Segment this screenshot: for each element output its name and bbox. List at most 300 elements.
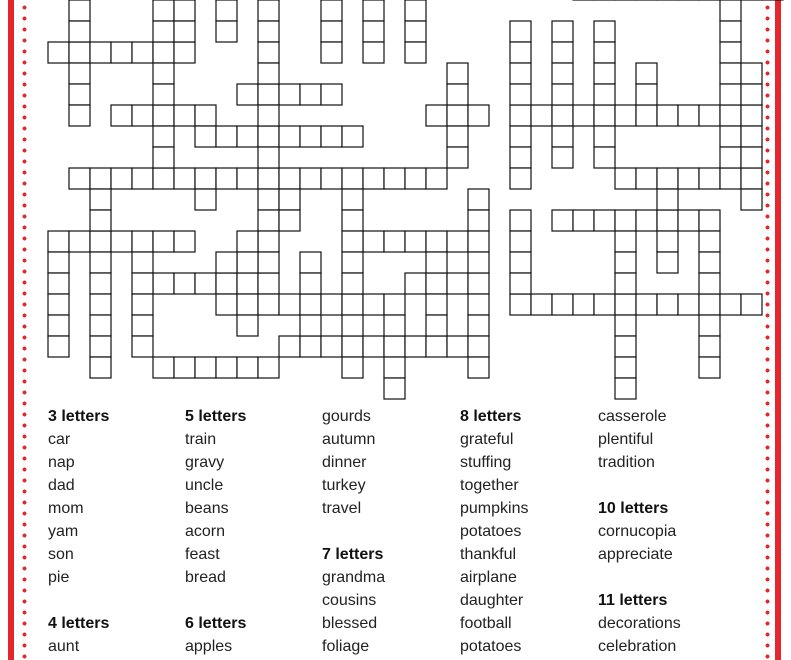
crossword-cell[interactable] — [195, 105, 216, 126]
crossword-cell[interactable] — [90, 294, 111, 315]
crossword-cell[interactable] — [720, 147, 741, 168]
crossword-cell[interactable] — [552, 21, 573, 42]
crossword-cell[interactable] — [699, 357, 720, 378]
crossword-cell[interactable] — [237, 315, 258, 336]
crossword-cell[interactable] — [279, 168, 300, 189]
crossword-cell[interactable] — [447, 147, 468, 168]
crossword-cell[interactable] — [552, 42, 573, 63]
crossword-cell[interactable] — [594, 210, 615, 231]
crossword-cell[interactable] — [279, 210, 300, 231]
crossword-cell[interactable] — [90, 189, 111, 210]
crossword-cell[interactable] — [741, 84, 762, 105]
crossword-cell[interactable] — [342, 315, 363, 336]
crossword-cell[interactable] — [90, 168, 111, 189]
crossword-cell[interactable] — [174, 21, 195, 42]
crossword-cell[interactable] — [510, 42, 531, 63]
crossword-cell[interactable] — [258, 294, 279, 315]
crossword-cell[interactable] — [552, 126, 573, 147]
crossword-cell[interactable] — [174, 273, 195, 294]
crossword-cell[interactable] — [321, 126, 342, 147]
crossword-cell[interactable] — [699, 273, 720, 294]
word-item: apples — [185, 638, 233, 655]
crossword-cell[interactable] — [153, 231, 174, 252]
crossword-cell[interactable] — [237, 273, 258, 294]
crossword-cell[interactable] — [132, 294, 153, 315]
crossword-cell[interactable] — [552, 147, 573, 168]
crossword-cell[interactable] — [405, 231, 426, 252]
crossword-cell[interactable] — [279, 126, 300, 147]
crossword-cell[interactable] — [342, 336, 363, 357]
crossword-cell[interactable] — [174, 357, 195, 378]
crossword-cell[interactable] — [447, 273, 468, 294]
crossword-cell[interactable] — [594, 294, 615, 315]
crossword-cell[interactable] — [216, 357, 237, 378]
crossword-cell[interactable] — [300, 315, 321, 336]
crossword-cell[interactable] — [69, 168, 90, 189]
crossword-cell[interactable] — [720, 126, 741, 147]
crossword-cell[interactable] — [258, 0, 279, 21]
crossword-cell[interactable] — [426, 273, 447, 294]
crossword-cell[interactable] — [153, 126, 174, 147]
crossword-cell[interactable] — [237, 252, 258, 273]
crossword-cell[interactable] — [720, 294, 741, 315]
crossword-cell[interactable] — [426, 105, 447, 126]
crossword-cell[interactable] — [69, 0, 90, 21]
crossword-cell[interactable] — [741, 63, 762, 84]
crossword-cell[interactable] — [48, 231, 69, 252]
crossword-cell[interactable] — [594, 126, 615, 147]
crossword-cell[interactable] — [48, 252, 69, 273]
word-item: feast — [185, 546, 220, 563]
crossword-cell[interactable] — [132, 105, 153, 126]
crossword-cell[interactable] — [657, 105, 678, 126]
crossword-cell[interactable] — [258, 168, 279, 189]
crossword-cell[interactable] — [468, 231, 489, 252]
word-item: yam — [48, 523, 79, 540]
crossword-cell[interactable] — [153, 84, 174, 105]
crossword-cell[interactable] — [447, 63, 468, 84]
word-column-4 — [460, 405, 528, 658]
crossword-cell[interactable] — [552, 84, 573, 105]
word-item: mom — [48, 500, 84, 517]
crossword-cell[interactable] — [594, 84, 615, 105]
crossword-cell[interactable] — [699, 105, 720, 126]
word-column-5 — [598, 405, 681, 658]
crossword-cell[interactable] — [468, 273, 489, 294]
word-item: football — [460, 615, 512, 632]
crossword-cell[interactable] — [90, 252, 111, 273]
crossword-cell[interactable] — [258, 210, 279, 231]
crossword-cell[interactable] — [216, 252, 237, 273]
crossword-cell[interactable] — [342, 252, 363, 273]
crossword-cell[interactable] — [237, 294, 258, 315]
crossword-cell[interactable] — [363, 231, 384, 252]
crossword-cell[interactable] — [405, 21, 426, 42]
crossword-cell[interactable] — [237, 168, 258, 189]
crossword-cell[interactable] — [636, 210, 657, 231]
crossword-cell[interactable] — [699, 210, 720, 231]
crossword-cell[interactable] — [342, 294, 363, 315]
crossword-cell[interactable] — [510, 84, 531, 105]
crossword-cell[interactable] — [69, 63, 90, 84]
crossword-cell[interactable] — [342, 357, 363, 378]
crossword-cell[interactable] — [69, 231, 90, 252]
crossword-cell[interactable] — [699, 336, 720, 357]
crossword-cell[interactable] — [237, 126, 258, 147]
crossword-cell[interactable] — [657, 231, 678, 252]
crossword-cell[interactable] — [615, 273, 636, 294]
crossword-cell[interactable] — [573, 105, 594, 126]
crossword-cell[interactable] — [615, 168, 636, 189]
crossword-cell[interactable] — [111, 105, 132, 126]
word-item: dinner — [322, 454, 367, 471]
letter-count-heading: 5 letters — [185, 408, 247, 425]
crossword-cell[interactable] — [111, 168, 132, 189]
crossword-cell[interactable] — [405, 168, 426, 189]
crossword-cell[interactable] — [90, 42, 111, 63]
crossword-cell[interactable] — [48, 336, 69, 357]
crossword-cell[interactable] — [321, 294, 342, 315]
crossword-cell[interactable] — [321, 84, 342, 105]
crossword-cell[interactable] — [426, 315, 447, 336]
crossword-cell[interactable] — [573, 210, 594, 231]
crossword-cell[interactable] — [258, 21, 279, 42]
letter-count-heading: 3 letters — [48, 408, 110, 425]
crossword-cell[interactable] — [615, 294, 636, 315]
group-gap — [48, 589, 109, 612]
crossword-cell[interactable] — [342, 189, 363, 210]
crossword-cell[interactable] — [510, 105, 531, 126]
crossword-cell[interactable] — [258, 189, 279, 210]
crossword-cell[interactable] — [69, 21, 90, 42]
crossword-cell[interactable] — [216, 126, 237, 147]
word-item: together — [460, 477, 519, 494]
crossword-cell[interactable] — [510, 294, 531, 315]
group-gap — [598, 474, 681, 497]
crossword-cell[interactable] — [279, 189, 300, 210]
crossword-cell[interactable] — [510, 231, 531, 252]
crossword-cell[interactable] — [363, 336, 384, 357]
crossword-cell[interactable] — [636, 63, 657, 84]
crossword-cell[interactable] — [594, 21, 615, 42]
crossword-cell[interactable] — [699, 231, 720, 252]
crossword-cell[interactable] — [615, 336, 636, 357]
crossword-cell[interactable] — [615, 357, 636, 378]
crossword-cell[interactable] — [216, 168, 237, 189]
crossword-cell[interactable] — [447, 84, 468, 105]
crossword-cell[interactable] — [111, 42, 132, 63]
crossword-cell[interactable] — [342, 126, 363, 147]
word-item: potatoes — [460, 523, 522, 540]
crossword-cell[interactable] — [384, 336, 405, 357]
crossword-cell[interactable] — [216, 294, 237, 315]
crossword-cell[interactable] — [153, 168, 174, 189]
crossword-cell[interactable] — [258, 273, 279, 294]
letter-count-heading: 8 letters — [460, 408, 522, 425]
crossword-cell[interactable] — [468, 336, 489, 357]
crossword-cell[interactable] — [615, 105, 636, 126]
crossword-cell[interactable] — [636, 84, 657, 105]
crossword-cell[interactable] — [720, 21, 741, 42]
crossword-cell[interactable] — [678, 294, 699, 315]
crossword-cell[interactable] — [132, 42, 153, 63]
crossword-cell[interactable] — [447, 336, 468, 357]
word-item: aunt — [48, 638, 80, 655]
crossword-cell[interactable] — [510, 63, 531, 84]
crossword-cell[interactable] — [258, 231, 279, 252]
letter-count-heading: 4 letters — [48, 615, 110, 632]
word-item: tradition — [598, 454, 655, 471]
crossword-cell[interactable] — [657, 294, 678, 315]
crossword-cell[interactable] — [657, 168, 678, 189]
crossword-cell[interactable] — [363, 42, 384, 63]
crossword-cell[interactable] — [258, 357, 279, 378]
crossword-cell[interactable] — [69, 105, 90, 126]
crossword-cell[interactable] — [258, 63, 279, 84]
crossword-cell[interactable] — [237, 357, 258, 378]
crossword-cell[interactable] — [258, 126, 279, 147]
crossword-cell[interactable] — [531, 294, 552, 315]
crossword-cell[interactable] — [342, 168, 363, 189]
crossword-cell[interactable] — [279, 336, 300, 357]
crossword-cell[interactable] — [741, 126, 762, 147]
crossword-cell[interactable] — [636, 168, 657, 189]
crossword-cell[interactable] — [447, 105, 468, 126]
crossword-cell[interactable] — [174, 42, 195, 63]
crossword-cell[interactable] — [636, 294, 657, 315]
crossword-cell[interactable] — [153, 42, 174, 63]
crossword-cell[interactable] — [363, 0, 384, 21]
crossword-cell[interactable] — [741, 168, 762, 189]
crossword-cell[interactable] — [594, 63, 615, 84]
crossword-cell[interactable] — [615, 378, 636, 399]
word-item: stuffing — [460, 454, 512, 471]
crossword-cell[interactable] — [300, 252, 321, 273]
crossword-cell[interactable] — [426, 252, 447, 273]
crossword-cell[interactable] — [132, 231, 153, 252]
crossword-cell[interactable] — [258, 105, 279, 126]
crossword-cell[interactable] — [132, 273, 153, 294]
crossword-cell[interactable] — [195, 168, 216, 189]
crossword-cell[interactable] — [153, 357, 174, 378]
crossword-cell[interactable] — [699, 252, 720, 273]
crossword-cell[interactable] — [552, 294, 573, 315]
crossword-cell[interactable] — [132, 336, 153, 357]
crossword-cell[interactable] — [552, 63, 573, 84]
crossword-cell[interactable] — [300, 168, 321, 189]
crossword-cell[interactable] — [468, 294, 489, 315]
crossword-cell[interactable] — [342, 231, 363, 252]
crossword-cell[interactable] — [216, 21, 237, 42]
crossword-cell[interactable] — [615, 231, 636, 252]
crossword-cell[interactable] — [468, 252, 489, 273]
crossword-cell[interactable] — [384, 378, 405, 399]
crossword-cell[interactable] — [510, 168, 531, 189]
crossword-cell[interactable] — [174, 105, 195, 126]
crossword-cell[interactable] — [258, 42, 279, 63]
crossword-cell[interactable] — [132, 252, 153, 273]
crossword-cell[interactable] — [321, 42, 342, 63]
crossword-cell[interactable] — [279, 84, 300, 105]
crossword-cell[interactable] — [531, 105, 552, 126]
crossword-cell[interactable] — [426, 231, 447, 252]
crossword-cell[interactable] — [426, 294, 447, 315]
word-item: nap — [48, 454, 75, 471]
crossword-cell[interactable] — [90, 273, 111, 294]
crossword-cell[interactable] — [195, 126, 216, 147]
crossword-cell[interactable] — [153, 273, 174, 294]
crossword-cell[interactable] — [216, 0, 237, 21]
crossword-cell[interactable] — [48, 273, 69, 294]
crossword-cell[interactable] — [300, 126, 321, 147]
crossword-cell[interactable] — [615, 210, 636, 231]
crossword-cell[interactable] — [447, 126, 468, 147]
crossword-cell[interactable] — [384, 294, 405, 315]
crossword-cell[interactable] — [237, 231, 258, 252]
crossword-cell[interactable] — [447, 231, 468, 252]
crossword-cell[interactable] — [657, 252, 678, 273]
word-item: gourds — [322, 408, 371, 425]
crossword-cell[interactable] — [90, 336, 111, 357]
crossword-cell[interactable] — [468, 210, 489, 231]
crossword-cell[interactable] — [216, 273, 237, 294]
crossword-cell[interactable] — [426, 168, 447, 189]
crossword-cell[interactable] — [321, 336, 342, 357]
crossword-cell[interactable] — [300, 273, 321, 294]
crossword-cell[interactable] — [153, 147, 174, 168]
crossword-cell[interactable] — [699, 168, 720, 189]
crossword-cell[interactable] — [48, 315, 69, 336]
crossword-cell[interactable] — [342, 210, 363, 231]
crossword-cell[interactable] — [321, 21, 342, 42]
crossword-cell[interactable] — [279, 294, 300, 315]
word-column-2 — [185, 405, 246, 658]
crossword-cell[interactable] — [405, 0, 426, 21]
crossword-cell[interactable] — [678, 105, 699, 126]
crossword-cell[interactable] — [573, 294, 594, 315]
crossword-cell[interactable] — [468, 315, 489, 336]
crossword-cell[interactable] — [258, 252, 279, 273]
crossword-cell[interactable] — [594, 147, 615, 168]
crossword-cell[interactable] — [153, 21, 174, 42]
crossword-cell[interactable] — [195, 189, 216, 210]
crossword-cell[interactable] — [552, 210, 573, 231]
crossword-cell[interactable] — [363, 21, 384, 42]
crossword-cell[interactable] — [90, 231, 111, 252]
crossword-cell[interactable] — [384, 315, 405, 336]
crossword-cell[interactable] — [720, 168, 741, 189]
word-item: pumpkins — [460, 500, 529, 517]
crossword-cell[interactable] — [195, 273, 216, 294]
crossword-cell[interactable] — [132, 168, 153, 189]
crossword-cell[interactable] — [300, 336, 321, 357]
crossword-cell[interactable] — [741, 294, 762, 315]
crossword-cell[interactable] — [720, 42, 741, 63]
word-item: acorn — [185, 523, 226, 540]
crossword-cell[interactable] — [468, 189, 489, 210]
crossword-cell[interactable] — [657, 210, 678, 231]
crossword-cell[interactable] — [321, 168, 342, 189]
crossword-cell[interactable] — [510, 21, 531, 42]
crossword-cell[interactable] — [90, 210, 111, 231]
crossword-cell[interactable] — [720, 0, 741, 21]
crossword-cell[interactable] — [741, 189, 762, 210]
crossword-cell[interactable] — [153, 105, 174, 126]
crossword-cell[interactable] — [111, 231, 132, 252]
crossword-cell[interactable] — [48, 42, 69, 63]
crossword-cell[interactable] — [258, 147, 279, 168]
crossword-cell[interactable] — [237, 84, 258, 105]
crossword-cell[interactable] — [132, 315, 153, 336]
crossword-cell[interactable] — [363, 168, 384, 189]
crossword-cell[interactable] — [594, 105, 615, 126]
crossword-cell[interactable] — [174, 0, 195, 21]
crossword-cell[interactable] — [510, 210, 531, 231]
crossword-cell[interactable] — [300, 84, 321, 105]
crossword-cell[interactable] — [636, 105, 657, 126]
crossword-cell[interactable] — [510, 147, 531, 168]
crossword-cell[interactable] — [405, 42, 426, 63]
crossword-cell[interactable] — [510, 273, 531, 294]
crossword-cell[interactable] — [174, 231, 195, 252]
crossword-cell[interactable] — [153, 63, 174, 84]
letter-count-heading: 11 letters — [598, 592, 668, 609]
word-item: thankful — [460, 546, 517, 563]
crossword-cell[interactable] — [258, 84, 279, 105]
crossword-cell[interactable] — [552, 105, 573, 126]
crossword-cell[interactable] — [363, 294, 384, 315]
crossword-cell[interactable] — [90, 357, 111, 378]
crossword-cell[interactable] — [321, 0, 342, 21]
crossword-cell[interactable] — [426, 336, 447, 357]
crossword-cell[interactable] — [741, 105, 762, 126]
crossword-cell[interactable] — [678, 168, 699, 189]
word-item: foliage — [322, 638, 370, 655]
crossword-cell[interactable] — [720, 105, 741, 126]
crossword-cell[interactable] — [720, 63, 741, 84]
crossword-cell[interactable] — [405, 336, 426, 357]
crossword-cell[interactable] — [657, 189, 678, 210]
word-item: train — [185, 431, 217, 448]
crossword-cell[interactable] — [384, 231, 405, 252]
crossword-cell[interactable] — [594, 42, 615, 63]
crossword-cell[interactable] — [615, 315, 636, 336]
crossword-cell[interactable] — [48, 294, 69, 315]
crossword-cell[interactable] — [384, 357, 405, 378]
crossword-cell[interactable] — [69, 42, 90, 63]
crossword-cell[interactable] — [174, 168, 195, 189]
crossword-cell[interactable] — [153, 0, 174, 21]
crossword-cell[interactable] — [90, 315, 111, 336]
crossword-cell[interactable] — [615, 252, 636, 273]
crossword-cell[interactable] — [699, 315, 720, 336]
crossword-cell[interactable] — [510, 126, 531, 147]
crossword-cell[interactable] — [510, 252, 531, 273]
word-item: airplane — [460, 569, 517, 586]
crossword-cell[interactable] — [678, 210, 699, 231]
crossword-cell[interactable] — [405, 273, 426, 294]
crossword-cell[interactable] — [300, 294, 321, 315]
crossword-cell[interactable] — [384, 168, 405, 189]
crossword-cell[interactable] — [699, 294, 720, 315]
crossword-cell[interactable] — [741, 147, 762, 168]
crossword-cell[interactable] — [468, 357, 489, 378]
crossword-cell[interactable] — [720, 84, 741, 105]
crossword-cell[interactable] — [69, 84, 90, 105]
crossword-cell[interactable] — [195, 357, 216, 378]
crossword-cell[interactable] — [468, 105, 489, 126]
crossword-cell[interactable] — [342, 273, 363, 294]
